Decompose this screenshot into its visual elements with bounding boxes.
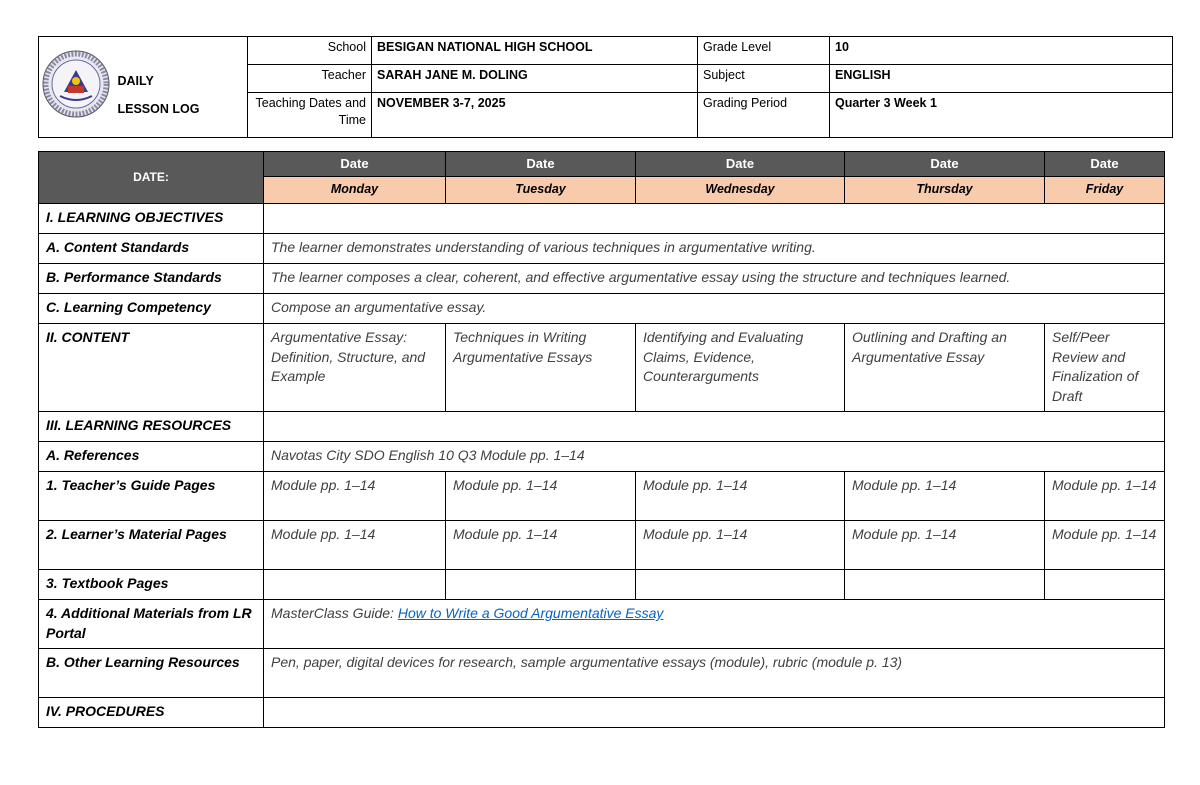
- other-resources-label: B. Other Learning Resources: [39, 649, 264, 698]
- lm-thursday: Module pp. 1–14: [845, 521, 1045, 570]
- school-value: BESIGAN NATIONAL HIGH SCHOOL: [372, 37, 698, 65]
- lm-wednesday: Module pp. 1–14: [636, 521, 845, 570]
- references-value: Navotas City SDO English 10 Q3 Module pp. 1–14: [264, 442, 1165, 472]
- day-tuesday: Tuesday: [446, 177, 636, 204]
- deped-seal-icon: [42, 50, 110, 118]
- additional-materials-label: 4. Additional Materials from LR Portal: [39, 600, 264, 649]
- tg-tuesday: Module pp. 1–14: [446, 472, 636, 521]
- content-thursday: Outlining and Drafting an Argumentative Essay: [845, 324, 1045, 412]
- table-row: [39, 570, 1165, 600]
- references-label: A. References: [39, 442, 264, 472]
- day-friday: Friday: [1045, 177, 1165, 204]
- date-row: [39, 152, 1165, 177]
- table-row: [39, 442, 1165, 472]
- logo-cell: [39, 37, 114, 138]
- lesson-log-table: [38, 151, 1165, 728]
- empty-cell: [264, 570, 446, 600]
- grade-value: 10: [830, 37, 1173, 65]
- day-wednesday: Wednesday: [636, 177, 845, 204]
- content-wednesday: Identifying and Evaluating Claims, Evidence, Counterarguments: [636, 324, 845, 412]
- table-row: [39, 324, 1165, 412]
- performance-standards-value: The learner composes a clear, coherent, and effective argumentative essay using the structure and techniques learned.: [264, 264, 1165, 294]
- tg-thursday: Module pp. 1–14: [845, 472, 1045, 521]
- additional-materials-value: [264, 600, 1165, 649]
- teacher-value: SARAH JANE M. DOLING: [372, 65, 698, 93]
- performance-standards-label: B. Performance Standards: [39, 264, 264, 294]
- content-standards-label: A. Content Standards: [39, 234, 264, 264]
- lm-friday: Module pp. 1–14: [1045, 521, 1165, 570]
- table-row: [39, 234, 1165, 264]
- competency-label: C. Learning Competency: [39, 294, 264, 324]
- content-standards-value: The learner demonstrates understanding of various techniques in argumentative writing.: [264, 234, 1165, 264]
- table-row: [39, 204, 1165, 234]
- tg-monday: Module pp. 1–14: [264, 472, 446, 521]
- procedures-label: IV. PROCEDURES: [39, 698, 264, 728]
- table-row: [39, 600, 1165, 649]
- date-header: Date: [1045, 152, 1165, 177]
- teacher-label: Teacher: [248, 65, 372, 93]
- competency-value: Compose an argumentative essay.: [264, 294, 1165, 324]
- lm-monday: Module pp. 1–14: [264, 521, 446, 570]
- table-row: [39, 698, 1165, 728]
- period-label: Grading Period: [698, 93, 830, 138]
- date-header: Date: [845, 152, 1045, 177]
- empty-cell: [1045, 570, 1165, 600]
- table-row: [39, 472, 1165, 521]
- tg-label: 1. Teacher’s Guide Pages: [39, 472, 264, 521]
- date-label: DATE:: [39, 152, 264, 204]
- title-lesson-log: LESSON LOG: [117, 102, 200, 116]
- dates-value: NOVEMBER 3-7, 2025: [372, 93, 698, 138]
- period-value: Quarter 3 Week 1: [830, 93, 1173, 138]
- title-cell: [114, 37, 248, 138]
- content-label: II. CONTENT: [39, 324, 264, 412]
- learning-resources-label: III. LEARNING RESOURCES: [39, 412, 264, 442]
- date-header: Date: [446, 152, 636, 177]
- empty-cell: [264, 204, 1165, 234]
- lm-label: 2. Learner’s Material Pages: [39, 521, 264, 570]
- grade-label: Grade Level: [698, 37, 830, 65]
- content-tuesday: Techniques in Writing Argumentative Essays: [446, 324, 636, 412]
- table-row: [39, 264, 1165, 294]
- table-row: [39, 294, 1165, 324]
- date-header: Date: [636, 152, 845, 177]
- table-row: [39, 649, 1165, 698]
- dates-label: Teaching Dates and Time: [248, 93, 372, 138]
- subject-value: ENGLISH: [830, 65, 1173, 93]
- day-monday: Monday: [264, 177, 446, 204]
- tg-wednesday: Module pp. 1–14: [636, 472, 845, 521]
- empty-cell: [264, 698, 1165, 728]
- empty-cell: [845, 570, 1045, 600]
- header-table: [38, 36, 1173, 138]
- content-monday: Argumentative Essay: Definition, Structure, and Example: [264, 324, 446, 412]
- lm-tuesday: Module pp. 1–14: [446, 521, 636, 570]
- empty-cell: [446, 570, 636, 600]
- table-row: [39, 412, 1165, 442]
- empty-cell: [636, 570, 845, 600]
- school-label: School: [248, 37, 372, 65]
- other-resources-value: Pen, paper, digital devices for research, sample argumentative essays (module), rubric (module p. 13): [264, 649, 1165, 698]
- empty-cell: [264, 412, 1165, 442]
- content-friday: Self/Peer Review and Finalization of Draft: [1045, 324, 1165, 412]
- day-thursday: Thursday: [845, 177, 1045, 204]
- tg-friday: Module pp. 1–14: [1045, 472, 1165, 521]
- learning-objectives-label: I. LEARNING OBJECTIVES: [39, 204, 264, 234]
- table-row: [39, 521, 1165, 570]
- additional-prefix: MasterClass Guide:: [271, 605, 398, 621]
- argumentative-essay-link[interactable]: How to Write a Good Argumentative Essay: [397, 605, 664, 621]
- textbook-label: 3. Textbook Pages: [39, 570, 264, 600]
- title-daily: DAILY: [117, 74, 154, 88]
- date-header: Date: [264, 152, 446, 177]
- subject-label: Subject: [698, 65, 830, 93]
